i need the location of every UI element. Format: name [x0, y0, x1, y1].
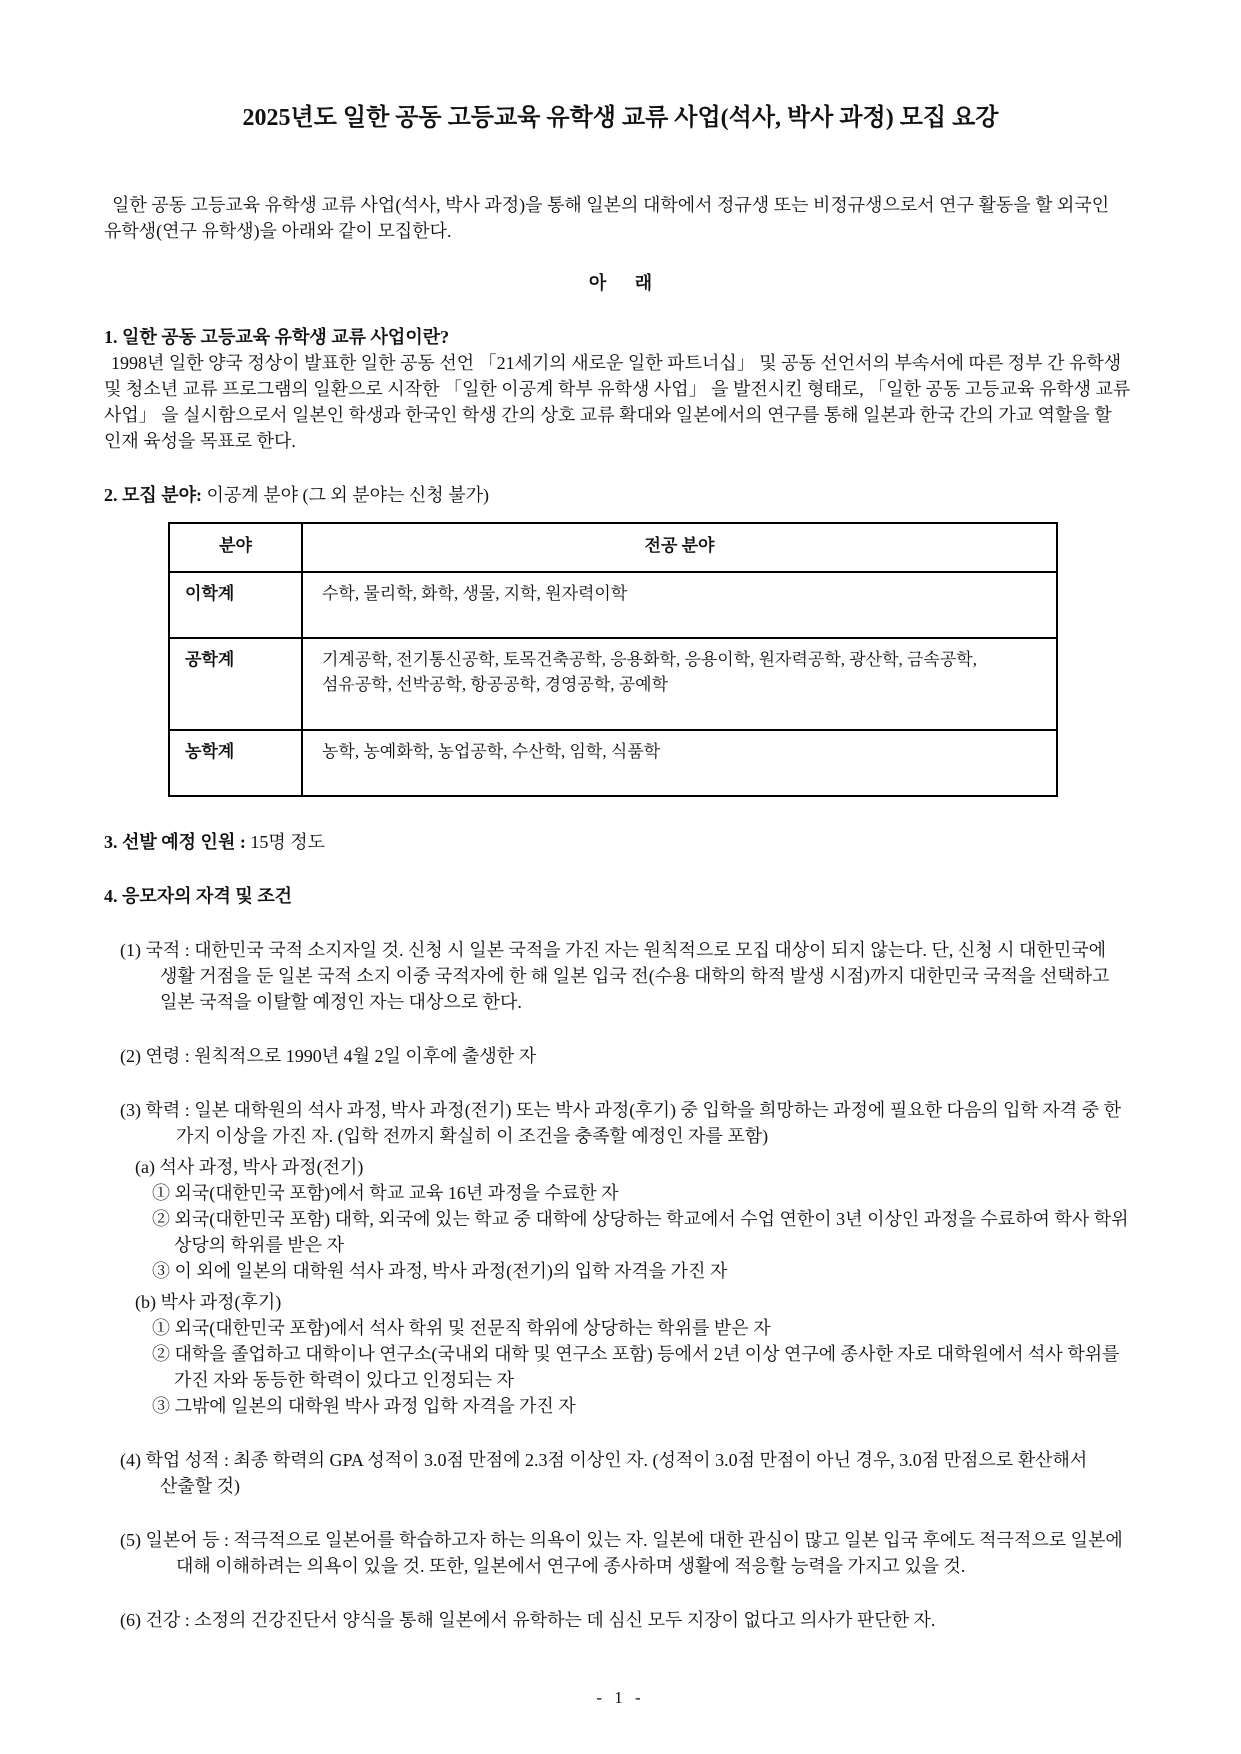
subitem-b-1: ① 외국(대한민국 포함)에서 석사 학위 및 전문직 학위에 상당하는 학위를 받은 자 — [152, 1318, 771, 1338]
majors-cell: 수학, 물리학, 화학, 생물, 지학, 원자력이학 — [302, 572, 1057, 638]
table-row-science — [169, 572, 1057, 638]
section3-heading-value: 15명 정도 — [245, 832, 325, 852]
subitem-a-heading: (a) 석사 과정, 박사 과정(전기) — [135, 1157, 364, 1177]
table-row-agriculture — [169, 730, 1057, 796]
section2-heading — [104, 482, 1137, 508]
category-cell: 공학계 — [169, 638, 302, 730]
section2-heading-label: 2. 모집 분야: — [104, 485, 203, 505]
subitem-a-3: ③ 이 외에 일본의 대학원 석사 과정, 박사 과정(전기)의 입학 자격을 가진 자 — [152, 1261, 728, 1281]
category-cell: 농학계 — [169, 730, 302, 796]
table-header-majors: 전공 분야 — [302, 523, 1057, 572]
table-header-category: 분야 — [169, 523, 302, 572]
section4-heading: 4. 응모자의 자격 및 조건 — [104, 886, 292, 906]
subitem-a-1: ① 외국(대한민국 포함)에서 학교 교육 16년 과정을 수료한 자 — [152, 1183, 619, 1203]
section1-heading: 1. 일한 공동 고등교육 유학생 교류 사업이란? — [104, 327, 450, 347]
requirement-item-education: (3) 학력 : 일본 대학원의 석사 과정, 박사 과정(전기) 또는 박사 과정(후기) 중 입학을 희망하는 과정에 필요한 다음의 입학 자격 중 한 가지 이상을 가진 자. (입학 전까지 확실히 이 조건을 충족할 예정인 자를 포함) — [120, 1100, 1121, 1146]
section1-body: 1998년 일한 양국 정상이 발표한 일한 공동 선언 「21세기의 새로운 일한 파트너십」 및 공동 선언서의 부속서에 따른 정부 간 유학생 및 청소년 교류 프로그램의 일환으로 시작한 「일한 이공계 학부 유학생 사업」 을 발전시킨 형태로, 「일한 공동 고등교육 유학생 교류 사업」 을 실시함으로서 일본인 학생과 한국인 학생 간의 상호 교류 확대와 일본에서의 연구를 통해 일본과 한국 간의 가교 역할을 할 인재 육성을 목표로 한다. — [104, 353, 1131, 451]
requirement-item-japanese: (5) 일본어 등 : 적극적으로 일본어를 학습하고자 하는 의욕이 있는 자. 일본에 대한 관심이 많고 일본 입국 후에도 적극적으로 일본에 대해 이해하려는 의욕이 있을 것. 또한, 일본에서 연구에 종사하며 생활에 적응할 능력을 가지고 있을 것. — [120, 1530, 1123, 1576]
section2-heading-value: 이공계 분야 (그 외 분야는 신청 불가) — [202, 485, 489, 505]
doc-title: 2025년도 일한 공동 고등교육 유학생 교류 사업(석사, 박사 과정) 모집 요강 — [242, 105, 999, 131]
table-header-row — [169, 523, 1057, 572]
subitem-b-3: ③ 그밖에 일본의 대학원 박사 과정 입학 자격을 가진 자 — [152, 1396, 576, 1416]
section3-heading — [104, 829, 1137, 855]
subitem-b-heading: (b) 박사 과정(후기) — [135, 1292, 282, 1312]
majors-cell: 기계공학, 전기통신공학, 토목건축공학, 응용화학, 응용이학, 원자력공학, 광산학, 금속공학, 섬유공학, 선박공학, 항공공학, 경영공학, 공예학 — [302, 638, 1057, 730]
subitem-a-2: ② 외국(대한민국 포함) 대학, 외국에 있는 학교 중 대학에 상당하는 학교에서 수업 연한이 3년 이상인 과정을 수료하여 학사 학위 상당의 학위를 받은 자 — [152, 1209, 1129, 1255]
requirement-item-age: (2) 연령 : 원칙적으로 1990년 4월 2일 이후에 출생한 자 — [120, 1046, 537, 1066]
intro-paragraph: 일한 공동 고등교육 유학생 교류 사업(석사, 박사 과정)을 통해 일본의 대학에서 정규생 또는 비정규생으로서 연구 활동을 할 외국인 유학생(연구 유학생)을 아래와 같이 모집한다. — [104, 195, 1110, 241]
majors-table — [168, 522, 1058, 797]
category-cell: 이학계 — [169, 572, 302, 638]
requirement-item-health: (6) 건강 : 소정의 건강진단서 양식을 통해 일본에서 유학하는 데 심신 모두 지장이 없다고 의사가 판단한 자. — [120, 1610, 936, 1630]
majors-cell: 농학, 농예화학, 농업공학, 수산학, 임학, 식품학 — [302, 730, 1057, 796]
page-number: - 1 - — [596, 1688, 645, 1707]
below-label: 아 래 — [588, 273, 665, 293]
requirement-item-nationality: (1) 국적 : 대한민국 국적 소지자일 것. 신청 시 일본 국적을 가진 자는 원칙적으로 모집 대상이 되지 않는다. 단, 신청 시 대한민국에 생활 거점을 둔 일본 국적 소지 이중 국적자에 한 해 일본 입국 전(수용 대학의 학적 발생 시점)까지 대한민국 국적을 선택하고 일본 국적을 이탈할 예정인 자는 대상으로 한다. — [120, 940, 1110, 1012]
requirement-item-gpa: (4) 학업 성적 : 최종 학력의 GPA 성적이 3.0점 만점에 2.3점 이상인 자. (성적이 3.0점 만점이 아닌 경우, 3.0점 만점으로 환산해서 산출할 것) — [120, 1450, 1088, 1496]
table-row-engineering — [169, 638, 1057, 730]
subitem-b-2: ② 대학을 졸업하고 대학이나 연구소(국내외 대학 및 연구소 포함) 등에서 2년 이상 연구에 종사한 자로 대학원에서 석사 학위를 가진 자와 동등한 학력이 있다고 인정되는 자 — [152, 1344, 1120, 1390]
section3-heading-label: 3. 선발 예정 인원 : — [104, 832, 246, 852]
